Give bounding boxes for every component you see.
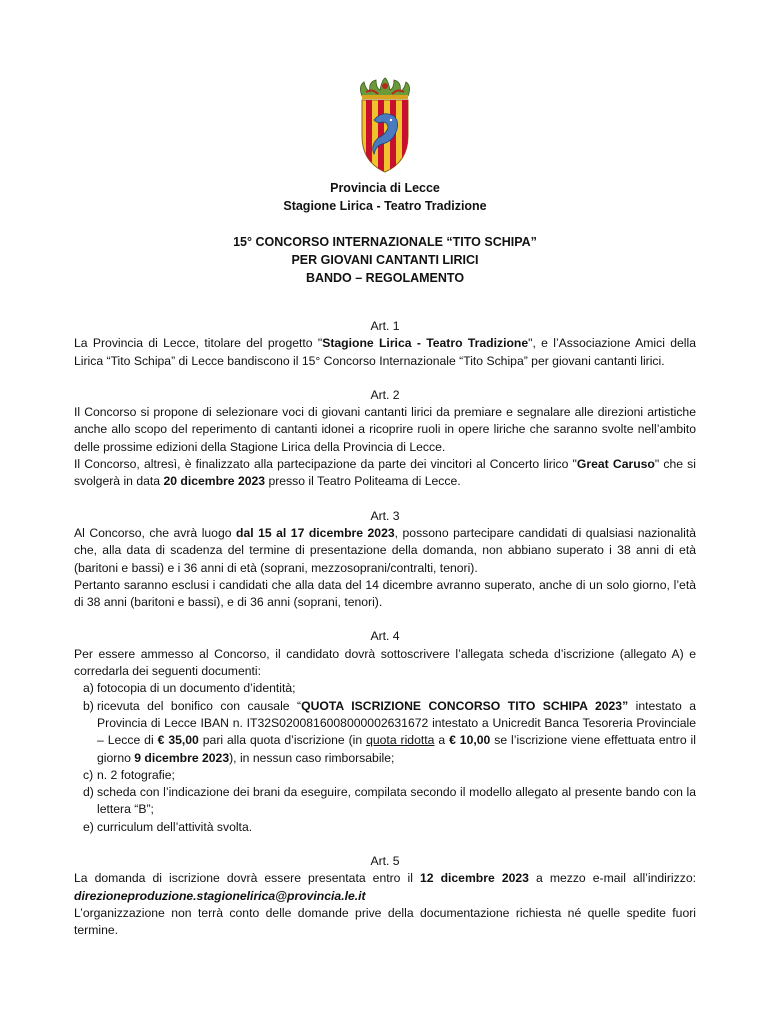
- list-item: b) ricevuta del bonifico con causale “QUOTA ISCRIZIONE CONCORSO TITO SCHIPA 2023” intestato a Provincia di Lecce IBAN n. IT32S0200816008000002631672 intestato a Unicredit Banca Tesoreria Provinciale – Lecce di € 35,00 pari alla quota d’iscrizione (in quota ridotta a € 10,00 se l’iscrizione viene effettuata entro il giorno 9 dicembre 2023), in nessun caso rimborsabile;: [83, 698, 697, 765]
- art-1-heading: Art. 1: [370, 319, 400, 333]
- title-line-3: BANDO – REGOLAMENTO: [305, 271, 465, 285]
- art-3-paragraph-1: Al Concorso, che avrà luogo dal 15 al 17 dicembre 2023, possono partecipare candidati di qualsiasi nazionalità che, alla data di scadenza del termine di presentazione della domanda, non abbiano superato i 38 anni di età (baritoni e bassi) e i 36 anni di età (soprani, mezzosoprani/contralti, tenori).: [74, 525, 696, 575]
- header-province: Provincia di Lecce: [330, 181, 440, 195]
- art-2-heading: Art. 2: [370, 387, 400, 402]
- document-header: [0, 179, 770, 215]
- document-title: [0, 233, 770, 287]
- list-item: d) scheda con l’indicazione dei brani da eseguire, compilata secondo il modello allegato al presente bando con la lettera “B”;: [83, 785, 696, 817]
- coat-of-arms-icon: [352, 76, 418, 176]
- contact-email-link[interactable]: direzioneproduzione.stagionelirica@provincia.le.it: [74, 888, 366, 903]
- art-3-heading: Art. 3: [370, 508, 400, 523]
- art-1-text: La Provincia di Lecce, titolare del progetto "Stagione Lirica - Teatro Tradizione", e l’Associazione Amici della Lirica “Tito Schipa” di Lecce bandiscono il 15° Concorso Internazionale “Tito Schipa” per giovani cantanti lirici.: [74, 336, 696, 368]
- art-5-heading: Art. 5: [370, 854, 400, 869]
- art-2-paragraph-2: Il Concorso, altresì, è finalizzato alla partecipazione da parte dei vincitori al Concerto lirico "Great Caruso" che si svolgerà in data 20 dicembre 2023 presso il Teatro Politeama di Lecce.: [74, 457, 696, 489]
- art-3-paragraph-2: Pertanto saranno esclusi i candidati che alla data del 14 dicembre avranno superato, anche di un solo giorno, l’età di 38 anni (baritoni e bassi), e di 36 anni (soprani, tenori).: [74, 577, 696, 610]
- art-5-paragraph-1: La domanda di iscrizione dovrà essere presentata entro il 12 dicembre 2023 a mezzo e-mail all’indirizzo: direzioneproduzione.stagionelirica@provincia.le.it: [74, 871, 696, 903]
- art-5-paragraph-2: L’organizzazione non terrà conto delle domande prive della documentazione richiesta né quelle spedite fuori termine.: [74, 905, 696, 938]
- list-item: e) curriculum dell’attività svolta.: [83, 819, 253, 834]
- art-4-intro: Per essere ammesso al Concorso, il candidato dovrà sottoscrivere l’allegata scheda d’iscrizione (allegato A) e corredarla dei seguenti documenti:: [74, 646, 696, 679]
- art-2-paragraph-1: Il Concorso si propone di selezionare voci di giovani cantanti lirici da premiare e segnalare alle direzioni artistiche anche allo scopo del reperimento di cantanti idonei a ricoprire ruoli in opere liriche che saranno svolte nell’ambito delle prossime edizioni della Stagione Lirica della Provincia di Lecce.: [74, 405, 696, 454]
- document-body: [74, 318, 696, 940]
- list-item: c) n. 2 fotografie;: [83, 767, 175, 782]
- art-4-heading: Art. 4: [370, 629, 400, 644]
- header-season: Stagione Lirica - Teatro Tradizione: [283, 199, 487, 213]
- title-line-1: 15° CONCORSO INTERNAZIONALE “TITO SCHIPA”: [233, 235, 537, 249]
- title-line-2: PER GIOVANI CANTANTI LIRICI: [291, 253, 479, 267]
- required-documents-list: [74, 680, 696, 836]
- list-item: a) fotocopia di un documento d’identità;: [83, 681, 296, 696]
